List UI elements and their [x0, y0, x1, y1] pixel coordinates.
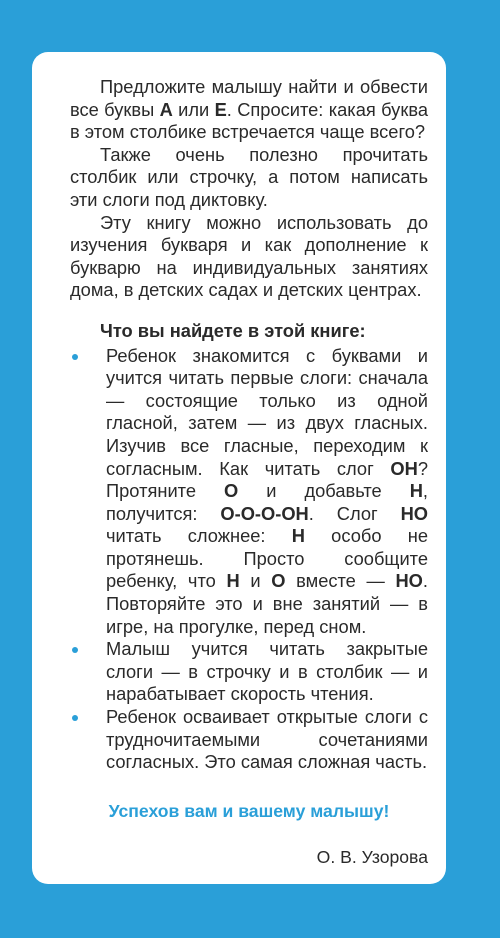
- bullet-dot-icon: [72, 715, 78, 721]
- bullet-list: [70, 345, 428, 774]
- intro-paragraph-2: Также очень полезно прочитать столбик или строчку, а потом написать эти слоги под диктовку.: [70, 143, 428, 210]
- bullet-item-2: Малыш учится читать закрытые слоги — в строчку и в столбик — и нарабатывает скорость чтения.: [70, 638, 428, 706]
- closing-wish: Успехов вам и вашему малышу!: [108, 800, 390, 821]
- section-heading: Что вы найдете в этой книге:: [100, 319, 366, 341]
- bullet-dot-icon: [72, 354, 78, 360]
- intro-paragraph-3: Эту книгу можно использовать до изучения букваря и как дополнение к букварю на индивидуальных занятиях дома, в детских садах и детских центрах.: [70, 211, 428, 301]
- page-card: [32, 52, 446, 884]
- bullet-item-1: Ребенок знакомится с буквами и учится читать первые слоги: сначала — состоящие только из одной гласной, затем — из двух гласных. Изучив все гласные, переходим к согласным. Как читать слог ОН? Протяните О и добавьте Н, получится: О-О-О-ОН. Слог НО читать сложнее: Н особо не протянешь. Просто сообщите ребенку, что Н и О вместе — НО. Повторяйте это и вне занятий — в игре, на прогулке, перед сном.: [70, 345, 428, 639]
- bullet-item-3: Ребенок осваивает открытые слоги с трудночитаемыми сочетаниями согласных. Это самая сложная часть.: [70, 706, 428, 774]
- intro-paragraph-1: Предложите малышу найти и обвести все буквы А или Е. Спросите: какая буква в этом столбике встречается чаще всего?: [70, 76, 428, 143]
- text-body: [70, 76, 428, 869]
- bullet-dot-icon: [72, 647, 78, 653]
- author-signature: О. В. Узорова: [316, 847, 428, 868]
